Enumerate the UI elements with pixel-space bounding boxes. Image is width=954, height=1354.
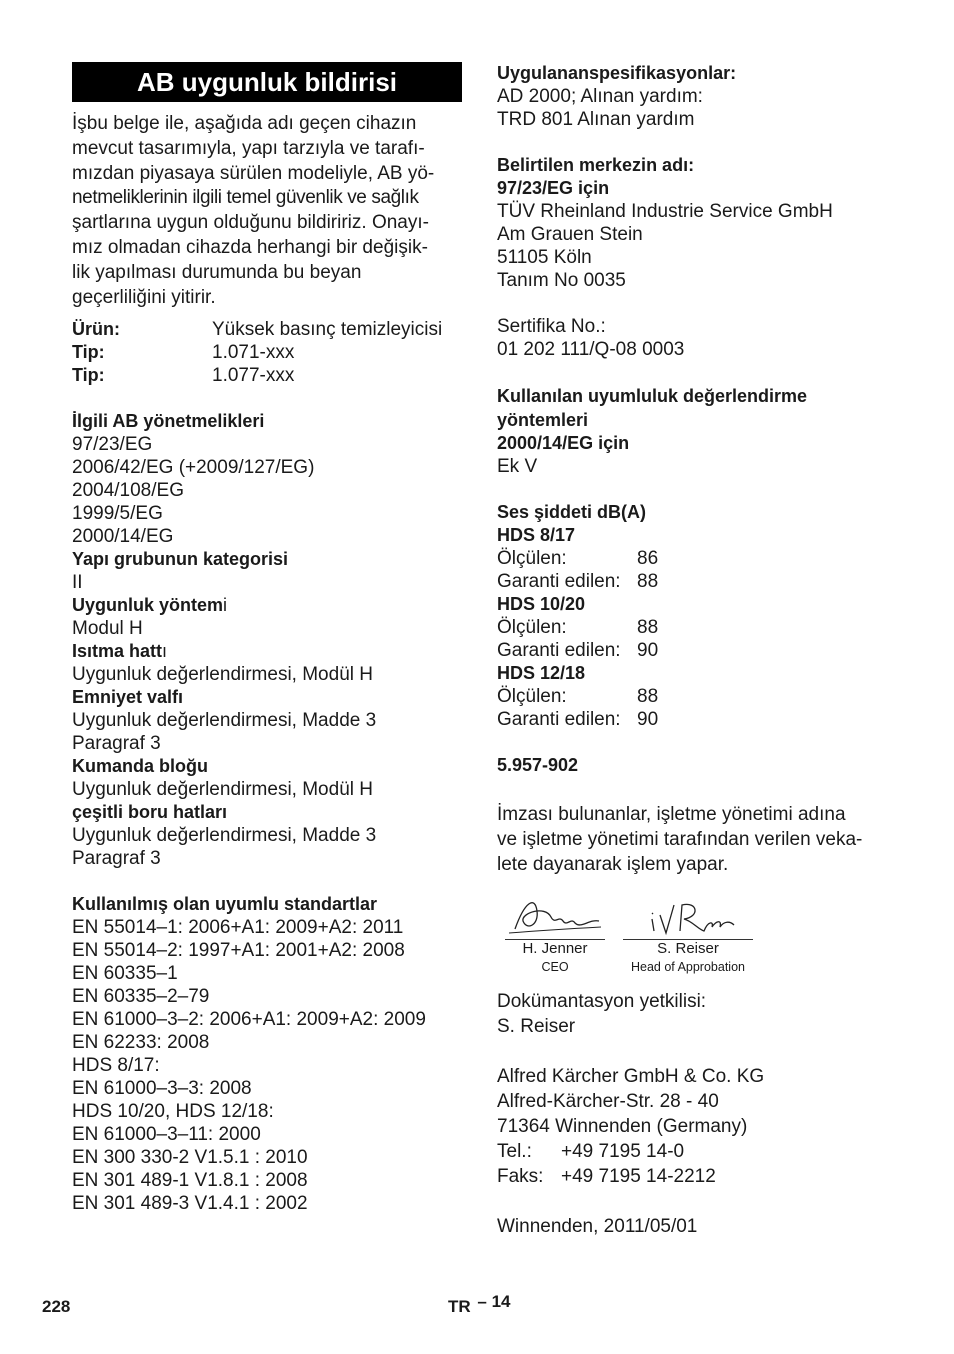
signatories-line: ve işletme yönetimi tarafından verilen veka- (497, 828, 863, 850)
signatory-name: S. Reiser (623, 939, 753, 958)
standard-item: EN 301 489-3 V1.4.1 : 2002 (72, 1193, 308, 1215)
page-number: 228 (42, 1297, 71, 1316)
directive-item: 1999/5/EG (72, 503, 163, 525)
pipes-line: Paragraf 3 (72, 848, 161, 870)
standard-item: EN 60335–1 (72, 963, 178, 985)
handwritten-signature-reiser (638, 891, 738, 939)
type-value: 1.077-xxx (212, 365, 295, 387)
type-key: Tip: (72, 342, 105, 363)
place-date: Winnenden, 2011/05/01 (497, 1216, 698, 1238)
noise-guaranteed-row: Garanti edilen: 88 (497, 571, 659, 592)
standard-item: HDS 10/20, HDS 12/18: (72, 1101, 274, 1123)
signatories-note (497, 803, 897, 877)
type-row (72, 341, 462, 364)
safety-valve-heading: Emniyet valfı (72, 687, 184, 708)
conformity-method-value: Modul H (72, 618, 143, 640)
pipes-line: Uygunluk değerlendirmesi, Madde 3 (72, 825, 377, 847)
applied-specs-line: AD 2000; Alınan yardım: (497, 86, 703, 107)
notified-body-heading: Belirtilen merkezin adı: (497, 155, 695, 175)
doc-officer-label: Dokümantasyon yetkilisi: (497, 991, 707, 1013)
standard-item: EN 55014–2: 1997+A1: 2001+A2: 2008 (72, 940, 405, 962)
signatory-role: CEO (541, 960, 569, 975)
assessment-subheading: 2000/14/EG için (497, 433, 630, 453)
standards-section (72, 893, 462, 1215)
standard-item: EN 61000–3–11: 2000 (72, 1124, 261, 1146)
signature-jenner (505, 891, 605, 976)
notified-body-line: Tanım No 0035 (497, 270, 626, 291)
document-number: 5.957-902 (497, 755, 579, 775)
product-row (72, 318, 462, 341)
directive-item: 97/23/EG (72, 434, 153, 456)
company-phone: Tel.: +49 7195 14-0 (497, 1141, 685, 1163)
applied-specs-line: TRD 801 Alınan yardım (497, 109, 695, 130)
control-block-value: Uygunluk değerlendirmesi, Modül H (72, 779, 373, 801)
signature-block (497, 891, 897, 973)
standards-heading: Kullanılmış olan uyumlu standartlar (72, 894, 378, 915)
standard-item: EN 55014–1: 2006+A1: 2009+A2: 2011 (72, 917, 404, 939)
signatories-line: lete dayanarak işlem yapar. (497, 853, 729, 875)
signatories-line: İmzası bulunanlar, işletme yönetimi adına (497, 804, 846, 825)
assessment-heading: Kullanılan uyumluluk değerlendirme (497, 386, 808, 406)
signatory-name: H. Jenner (505, 939, 605, 958)
noise-measured-row: Ölçülen: 88 (497, 617, 659, 638)
standard-item: EN 301 489-1 V1.8.1 : 2008 (72, 1170, 308, 1192)
intro-line: lik yapılması durumunda bu beyan (72, 261, 362, 283)
doc-officer-name: S. Reiser (497, 1016, 576, 1038)
intro-line: netmeliklerinin ilgili temel güvenlik ve sağlık (72, 187, 419, 209)
standard-item: EN 61000–3–2: 2006+A1: 2009+A2: 2009 (72, 1009, 426, 1031)
company-line: Alfred-Kärcher-Str. 28 - 40 (497, 1091, 719, 1113)
noise-guaranteed-row: Garanti edilen: 90 (497, 709, 659, 730)
signature-reiser (623, 891, 753, 976)
standard-item: EN 61000–3–3: 2008 (72, 1078, 252, 1100)
directives-heading: İlgili AB yönetmelikleri (72, 411, 265, 432)
company-address (497, 1064, 897, 1189)
noise-measured-row: Ölçülen: 88 (497, 686, 659, 707)
product-key: Ürün: (72, 319, 120, 340)
standard-item: EN 300 330-2 V1.5.1 : 2010 (72, 1147, 308, 1169)
assessment-value: Ek V (497, 456, 538, 477)
noise-measured-row: Ölçülen: 86 (497, 548, 659, 569)
heating-line-heading: Isıtma hattı (72, 641, 168, 662)
left-column (72, 62, 462, 1215)
company-line: 71364 Winnenden (Germany) (497, 1116, 748, 1138)
safety-valve-line: Uygunluk değerlendirmesi, Madde 3 (72, 710, 377, 732)
notified-body-line: TÜV Rheinland Industrie Service GmbH (497, 201, 833, 222)
directive-item: 2000/14/EG (72, 526, 174, 548)
assessment-heading: yöntemleri (497, 410, 589, 430)
product-value: Yüksek basınç temizleyicisi (212, 319, 443, 341)
directive-item: 2004/108/EG (72, 480, 184, 502)
company-line: Alfred Kärcher GmbH & Co. KG (497, 1066, 765, 1088)
type-row (72, 364, 462, 387)
category-heading: Yapı grubunun kategorisi (72, 549, 289, 570)
notified-body-line: 51105 Köln (497, 247, 592, 268)
noise-heading: Ses şiddeti dB(A) (497, 502, 647, 522)
intro-line: İşbu belge ile, aşağıda adı geçen cihazın (72, 113, 417, 134)
noise-guaranteed-row: Garanti edilen: 90 (497, 640, 659, 661)
right-column (497, 62, 897, 1239)
noise-model-name: HDS 10/20 (497, 594, 586, 614)
handwritten-signature-jenner (505, 891, 605, 939)
company-fax: Faks: +49 7195 14-2212 (497, 1166, 716, 1188)
notified-body-line: Am Grauen Stein (497, 224, 643, 245)
control-block-heading: Kumanda bloğu (72, 756, 208, 777)
standard-item: HDS 8/17: (72, 1055, 160, 1077)
intro-line: geçerliliğini yitirir. (72, 286, 216, 308)
type-key: Tip: (72, 365, 105, 386)
category-value: II (72, 572, 83, 594)
directives-section (72, 410, 462, 548)
type-value: 1.071-xxx (212, 342, 295, 364)
heating-line-value: Uygunluk değerlendirmesi, Modül H (72, 664, 373, 686)
intro-line: mızdan piyasaya sürülen modeliyle, AB yö- (72, 162, 435, 184)
standard-item: EN 62233: 2008 (72, 1032, 210, 1054)
footer-language: TR – 14 (448, 1292, 511, 1316)
certificate-label: Sertifika No.: (497, 316, 606, 337)
intro-line: şartlarına uygun olduğunu bildiririz. Onayı- (72, 212, 429, 234)
page-title: AB uygunluk bildirisi (72, 62, 462, 102)
applied-specs-heading: Uygulananspesifikasyonlar: (497, 63, 737, 83)
directive-item: 2006/42/EG (+2009/127/EG) (72, 457, 315, 479)
pipes-heading: çeşitli boru hatları (72, 802, 228, 823)
safety-valve-line: Paragraf 3 (72, 733, 161, 755)
notified-body-subheading: 97/23/EG için (497, 178, 610, 198)
intro-line: mevcut tasarımıyla, yapı tarzıyla ve tarafı- (72, 137, 425, 159)
standard-item: EN 60335–2–79 (72, 986, 210, 1008)
noise-model-name: HDS 12/18 (497, 663, 586, 683)
noise-section (497, 501, 897, 731)
intro-line: mız olmadan cihazda herhangi bir değişik- (72, 236, 428, 258)
intro-paragraph (72, 112, 462, 310)
noise-model-name: HDS 8/17 (497, 525, 576, 545)
conformity-method-heading: Uygunluk yöntemi (72, 595, 228, 616)
product-info (72, 318, 462, 387)
signatory-role: Head of Approbation (631, 960, 745, 975)
certificate-number: 01 202 111/Q-08 0003 (497, 339, 685, 360)
